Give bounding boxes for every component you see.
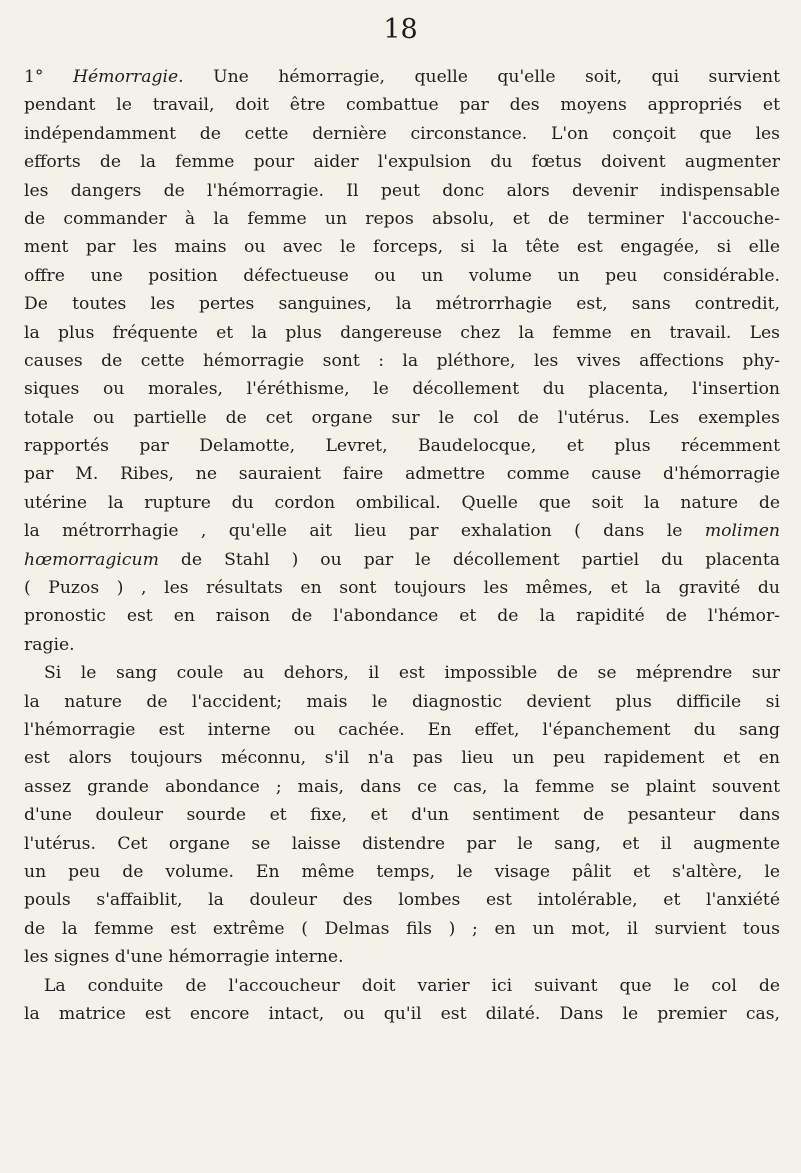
latin-term: hœmorragicum [24, 549, 159, 570]
text-line: pouls s'affaiblit, la douleur des lombes est intolérable, et l'anxiété [24, 890, 780, 911]
text-line: ( Puzos ) , les résultats en sont toujours les mêmes, et la gravité du [24, 578, 780, 599]
text-line: par M. Ribes, ne sauraient faire admettre comme cause d'hémorragie [24, 464, 780, 485]
text-line: de commander à la femme un repos absolu, et de terminer l'accouche- [24, 208, 780, 229]
body-text [24, 63, 780, 1028]
text-line: la plus fréquente et la plus dangereuse chez la femme en travail. Les [24, 322, 780, 343]
text-line: est alors toujours méconnu, s'il n'a pas lieu un peu rapidement et en [24, 748, 780, 769]
text-line: efforts de la femme pour aider l'expulsion du fœtus doivent augmenter [24, 152, 780, 173]
latin-term: molimen [704, 521, 780, 542]
text-line: l'hémorragie est interne ou cachée. En effet, l'épanchement du sang [24, 719, 780, 740]
text-line: Si le sang coule au dehors, il est impossible de se méprendre sur [44, 663, 780, 684]
text-line: hœmorragicum de Stahl ) ou par le décollement partiel du placenta [24, 549, 780, 570]
text-line: l'utérus. Cet organe se laisse distendre par le sang, et il augmente [24, 833, 780, 854]
text-line: pendant le travail, doit être combattue par des moyens appropriés et [24, 95, 780, 116]
text-line: un peu de volume. En même temps, le visage pâlit et s'altère, le [24, 861, 780, 882]
text-line: utérine la rupture du cordon ombilical. Quelle que soit la nature de [24, 492, 780, 513]
text-line: les signes d'une hémorragie interne. [24, 947, 344, 968]
text-line: La conduite de l'accoucheur doit varier ici suivant que le col de [44, 975, 780, 996]
text-line: assez grande abondance ; mais, dans ce cas, la femme se plaint souvent [24, 776, 780, 797]
text-line: offre une position défectueuse ou un volume un peu considérable. [24, 265, 780, 286]
text-line: rapportés par Delamotte, Levret, Baudelocque, et plus récemment [24, 436, 780, 457]
text-line: de la femme est extrême ( Delmas fils ) ; en un mot, il survient tous [24, 918, 780, 939]
text-line: les dangers de l'hémorragie. Il peut donc alors devenir indispensable [24, 180, 780, 201]
text-line: De toutes les pertes sanguines, la métrorrhagie est, sans contredit, [24, 294, 780, 315]
text-line: d'une douleur sourde et fixe, et d'un sentiment de pesanteur dans [24, 805, 780, 826]
text-line: totale ou partielle de cet organe sur le col de l'utérus. Les exemples [24, 407, 780, 428]
text-line: ragie. [24, 634, 75, 655]
text-line: pronostic est en raison de l'abondance et de la rapidité de l'hémor- [24, 606, 780, 627]
text-line: 1° Hémorragie. Une hémorragie, quelle qu'elle soit, qui survient [24, 67, 780, 87]
text-line: siques ou morales, l'éréthisme, le décollement du placenta, l'insertion [24, 379, 780, 400]
text-line: la nature de l'accident; mais le diagnostic devient plus difficile si [24, 691, 780, 712]
section-heading: Hémorragie. [73, 67, 184, 87]
page-number: 18 [383, 14, 418, 45]
text-line: indépendamment de cette dernière circonstance. L'on conçoit que les [24, 123, 780, 144]
text-line: la matrice est encore intact, ou qu'il est dilaté. Dans le premier cas, [24, 1003, 780, 1024]
text-line: la métrorrhagie , qu'elle ait lieu par exhalation ( dans le molimen [24, 521, 780, 542]
text-line: ment par les mains ou avec le forceps, si la tête est engagée, si elle [24, 237, 780, 258]
text-line: causes de cette hémorragie sont : la pléthore, les vives affections phy- [24, 350, 780, 371]
